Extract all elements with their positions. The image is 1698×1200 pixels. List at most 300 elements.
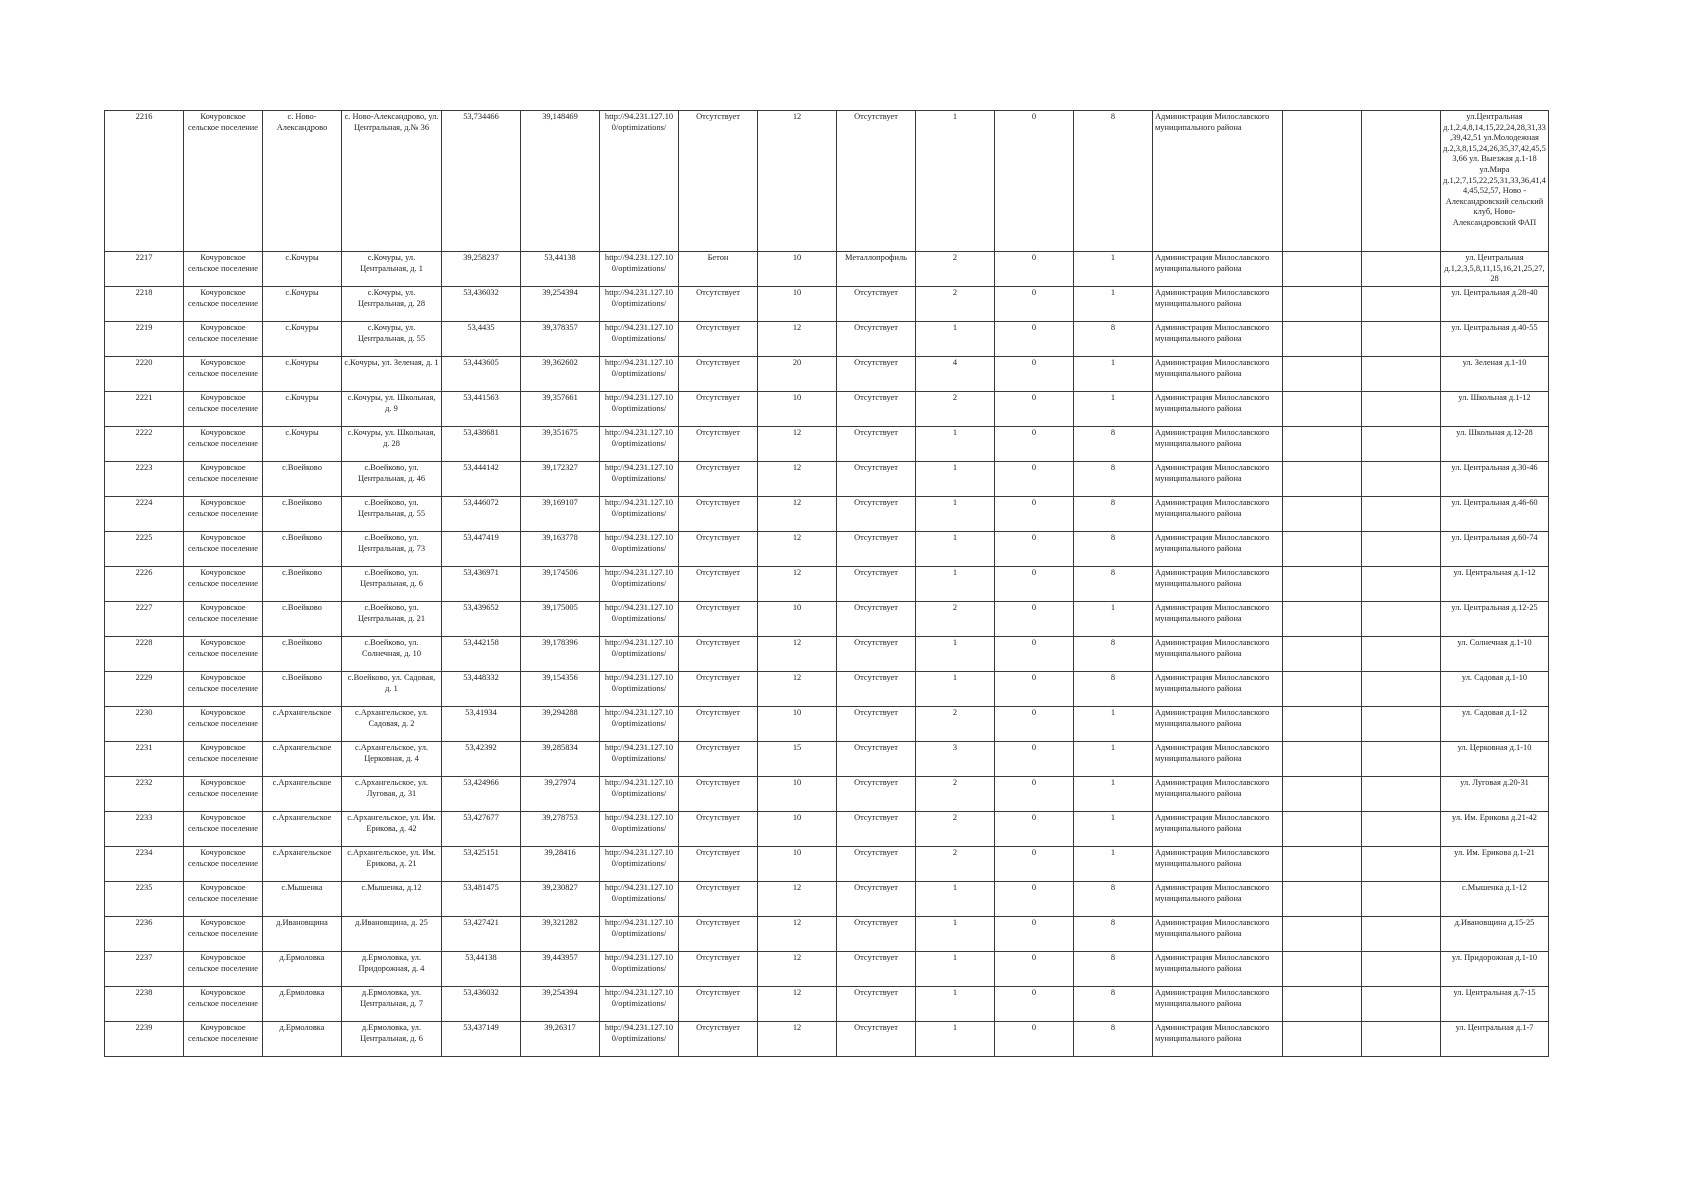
- table-cell: ул. Центральная д.1-7: [1441, 1022, 1549, 1057]
- table-cell: 39,26317: [521, 1022, 600, 1057]
- table-cell: 53,442158: [442, 637, 521, 672]
- table-cell: Кочуровское сельское поселение: [184, 287, 263, 322]
- table-cell: 2: [916, 287, 995, 322]
- table-cell: Администрация Милославского муниципального района: [1153, 777, 1283, 812]
- table-cell: 2227: [105, 602, 184, 637]
- table-cell: Администрация Милославского муниципального района: [1153, 462, 1283, 497]
- table-cell: 1: [916, 952, 995, 987]
- table-cell: 12: [758, 987, 837, 1022]
- table-cell: Администрация Милославского муниципального района: [1153, 427, 1283, 462]
- table-cell: с.Мышенка, д.12: [342, 882, 442, 917]
- table-cell: 2: [916, 252, 995, 287]
- table-cell: http://94.231.127.10 0/optimizations/: [600, 602, 679, 637]
- table-cell: [1362, 952, 1441, 987]
- table-row: [105, 357, 1549, 392]
- table-body: [105, 111, 1549, 1057]
- table-cell: 39,148469: [521, 111, 600, 252]
- table-cell: 53,44138: [521, 252, 600, 287]
- table-cell: ул. Садовая д.1-10: [1441, 672, 1549, 707]
- table-cell: 39,175005: [521, 602, 600, 637]
- table-cell: http://94.231.127.10 0/optimizations/: [600, 287, 679, 322]
- table-row: [105, 602, 1549, 637]
- table-cell: с.Кочуры, ул. Центральная, д. 55: [342, 322, 442, 357]
- table-cell: с.Воейково: [263, 602, 342, 637]
- table-cell: [1362, 882, 1441, 917]
- table-row: [105, 1022, 1549, 1057]
- table-cell: 8: [1074, 987, 1153, 1022]
- table-cell: Бетон: [679, 252, 758, 287]
- table-cell: 0: [995, 672, 1074, 707]
- table-cell: [1362, 917, 1441, 952]
- table-cell: Администрация Милославского муниципального района: [1153, 111, 1283, 252]
- table-cell: http://94.231.127.10 0/optimizations/: [600, 252, 679, 287]
- table-cell: http://94.231.127.10 0/optimizations/: [600, 392, 679, 427]
- table-cell: 0: [995, 252, 1074, 287]
- table-cell: [1283, 497, 1362, 532]
- table-cell: Кочуровское сельское поселение: [184, 427, 263, 462]
- table-cell: 2: [916, 707, 995, 742]
- table-cell: Администрация Милославского муниципального района: [1153, 497, 1283, 532]
- table-cell: Отсутствует: [679, 637, 758, 672]
- table-cell: 12: [758, 427, 837, 462]
- table-cell: 8: [1074, 672, 1153, 707]
- table-row: [105, 462, 1549, 497]
- table-cell: Отсутствует: [679, 987, 758, 1022]
- registry-table: [104, 110, 1549, 1057]
- table-cell: Отсутствует: [837, 532, 916, 567]
- table-cell: [1362, 567, 1441, 602]
- table-cell: Отсутствует: [679, 707, 758, 742]
- table-cell: 2234: [105, 847, 184, 882]
- table-cell: [1362, 252, 1441, 287]
- table-cell: Отсутствует: [837, 987, 916, 1022]
- table-cell: Отсутствует: [679, 602, 758, 637]
- table-cell: 0: [995, 707, 1074, 742]
- table-cell: http://94.231.127.10 0/optimizations/: [600, 427, 679, 462]
- table-cell: Кочуровское сельское поселение: [184, 357, 263, 392]
- table-cell: д.Ивановщина: [263, 917, 342, 952]
- table-cell: 0: [995, 322, 1074, 357]
- table-cell: ул. Центральная д.46-60: [1441, 497, 1549, 532]
- table-cell: Администрация Милославского муниципального района: [1153, 357, 1283, 392]
- table-cell: [1283, 392, 1362, 427]
- table-cell: 12: [758, 672, 837, 707]
- table-cell: 53,436032: [442, 287, 521, 322]
- table-cell: 8: [1074, 532, 1153, 567]
- table-cell: д.Ермоловка, ул. Центральная, д. 6: [342, 1022, 442, 1057]
- table-cell: ул. Центральная д.1-12: [1441, 567, 1549, 602]
- table-cell: 0: [995, 111, 1074, 252]
- table-cell: [1283, 777, 1362, 812]
- table-cell: [1362, 707, 1441, 742]
- table-cell: 1: [1074, 777, 1153, 812]
- table-cell: Отсутствует: [679, 1022, 758, 1057]
- table-cell: с.Воейково, ул. Центральная, д. 73: [342, 532, 442, 567]
- table-cell: 39,294288: [521, 707, 600, 742]
- table-cell: д.Ивановщина д.15-25: [1441, 917, 1549, 952]
- table-cell: 12: [758, 1022, 837, 1057]
- table-cell: 39,230827: [521, 882, 600, 917]
- table-cell: [1283, 812, 1362, 847]
- table-cell: 2228: [105, 637, 184, 672]
- table-cell: 53,443605: [442, 357, 521, 392]
- table-cell: 53,439652: [442, 602, 521, 637]
- table-cell: Кочуровское сельское поселение: [184, 987, 263, 1022]
- table-cell: Администрация Милославского муниципального района: [1153, 882, 1283, 917]
- table-cell: 53,42392: [442, 742, 521, 777]
- table-cell: [1283, 357, 1362, 392]
- table-row: [105, 427, 1549, 462]
- table-cell: http://94.231.127.10 0/optimizations/: [600, 637, 679, 672]
- table-cell: [1283, 742, 1362, 777]
- table-cell: Администрация Милославского муниципального района: [1153, 672, 1283, 707]
- table-cell: Отсутствует: [837, 357, 916, 392]
- table-row: [105, 567, 1549, 602]
- table-cell: [1283, 252, 1362, 287]
- table-cell: ул. Луговая д.20-31: [1441, 777, 1549, 812]
- table-cell: 0: [995, 357, 1074, 392]
- table-cell: 2: [916, 392, 995, 427]
- table-row: [105, 672, 1549, 707]
- table-cell: ул. Центральная д.12-25: [1441, 602, 1549, 637]
- table-cell: Администрация Милославского муниципального района: [1153, 567, 1283, 602]
- table-cell: Отсутствует: [679, 392, 758, 427]
- table-cell: [1283, 287, 1362, 322]
- table-cell: Отсутствует: [837, 392, 916, 427]
- table-row: [105, 532, 1549, 567]
- table-cell: [1362, 987, 1441, 1022]
- table-cell: [1362, 427, 1441, 462]
- table-cell: с.Кочуры: [263, 322, 342, 357]
- table-cell: 53,427421: [442, 917, 521, 952]
- table-row: [105, 987, 1549, 1022]
- table-cell: Администрация Милославского муниципального района: [1153, 1022, 1283, 1057]
- table-cell: с.Архангельское, ул. Им. Ерикова, д. 42: [342, 812, 442, 847]
- table-cell: с.Воейково, ул. Центральная, д. 55: [342, 497, 442, 532]
- table-cell: с.Воейково: [263, 637, 342, 672]
- table-cell: 2225: [105, 532, 184, 567]
- table-cell: http://94.231.127.10 0/optimizations/: [600, 847, 679, 882]
- table-cell: 1: [1074, 392, 1153, 427]
- table-cell: Отсутствует: [679, 532, 758, 567]
- table-cell: 8: [1074, 952, 1153, 987]
- table-cell: 2233: [105, 812, 184, 847]
- table-cell: 1: [916, 532, 995, 567]
- table-cell: ул. Центральная д.1,2,3,5,8,11,15,16,21,25,27,28: [1441, 252, 1549, 287]
- table-cell: 1: [1074, 252, 1153, 287]
- table-cell: 12: [758, 917, 837, 952]
- table-cell: 1: [916, 462, 995, 497]
- table-row: [105, 252, 1549, 287]
- table-cell: Отсутствует: [837, 497, 916, 532]
- table-cell: Кочуровское сельское поселение: [184, 111, 263, 252]
- table-cell: с.Воейково, ул. Солнечная, д. 10: [342, 637, 442, 672]
- table-cell: 8: [1074, 111, 1153, 252]
- table-cell: 12: [758, 497, 837, 532]
- table-cell: 12: [758, 637, 837, 672]
- table-cell: 0: [995, 567, 1074, 602]
- table-cell: ул.Центральная д.1,2,4,8,14,15,22,24,28,31,33,39,42,51 ул.Молодежная д.2,3,8,15,24,26,35,37,42,45,53,66 ул. Выезжая д.1-18 ул.Мира д.1,2,7,15,22,25,31,33,36,41,44,45,52,57, Ново - Александровский сельский клуб, Ново-Александровский ФАП: [1441, 111, 1549, 252]
- table-cell: 39,278753: [521, 812, 600, 847]
- table-cell: Администрация Милославского муниципального района: [1153, 637, 1283, 672]
- table-cell: 0: [995, 532, 1074, 567]
- table-cell: 53,444142: [442, 462, 521, 497]
- table-cell: 39,321282: [521, 917, 600, 952]
- table-cell: 0: [995, 602, 1074, 637]
- table-row: [105, 497, 1549, 532]
- table-cell: ул. Центральная д.40-55: [1441, 322, 1549, 357]
- table-row: [105, 287, 1549, 322]
- table-cell: 39,258237: [442, 252, 521, 287]
- table-cell: 1: [1074, 812, 1153, 847]
- table-cell: 39,178396: [521, 637, 600, 672]
- table-cell: Отсутствует: [679, 882, 758, 917]
- table-cell: с.Архангельское: [263, 707, 342, 742]
- table-cell: 2222: [105, 427, 184, 462]
- table-cell: с.Кочуры: [263, 427, 342, 462]
- table-cell: с.Кочуры, ул. Школьная, д. 9: [342, 392, 442, 427]
- table-cell: 53,437149: [442, 1022, 521, 1057]
- table-cell: Отсутствует: [679, 952, 758, 987]
- table-cell: д.Ермоловка, ул. Центральная, д. 7: [342, 987, 442, 1022]
- table-cell: [1283, 917, 1362, 952]
- table-cell: Кочуровское сельское поселение: [184, 952, 263, 987]
- table-row: [105, 111, 1549, 252]
- table-cell: 2223: [105, 462, 184, 497]
- table-cell: Кочуровское сельское поселение: [184, 707, 263, 742]
- table-cell: Отсутствует: [837, 777, 916, 812]
- table-cell: Кочуровское сельское поселение: [184, 637, 263, 672]
- table-cell: Отсутствует: [837, 1022, 916, 1057]
- table-cell: Отсутствует: [837, 812, 916, 847]
- table-cell: 2224: [105, 497, 184, 532]
- table-cell: Кочуровское сельское поселение: [184, 847, 263, 882]
- table-cell: Администрация Милославского муниципального района: [1153, 707, 1283, 742]
- table-cell: Кочуровское сельское поселение: [184, 672, 263, 707]
- table-cell: [1362, 497, 1441, 532]
- table-cell: 1: [916, 917, 995, 952]
- table-cell: ул. Зеленая д.1-10: [1441, 357, 1549, 392]
- table-cell: 1: [1074, 742, 1153, 777]
- table-cell: http://94.231.127.10 0/optimizations/: [600, 532, 679, 567]
- table-cell: 8: [1074, 637, 1153, 672]
- table-cell: Кочуровское сельское поселение: [184, 392, 263, 427]
- table-cell: http://94.231.127.10 0/optimizations/: [600, 952, 679, 987]
- table-cell: 53,438681: [442, 427, 521, 462]
- table-cell: 39,28416: [521, 847, 600, 882]
- table-cell: ул. Школьная д.12-28: [1441, 427, 1549, 462]
- table-cell: http://94.231.127.10 0/optimizations/: [600, 917, 679, 952]
- table-cell: 10: [758, 392, 837, 427]
- table-cell: 0: [995, 497, 1074, 532]
- table-cell: 2: [916, 847, 995, 882]
- table-cell: Кочуровское сельское поселение: [184, 532, 263, 567]
- table-cell: Кочуровское сельское поселение: [184, 812, 263, 847]
- table-cell: Администрация Милославского муниципального района: [1153, 742, 1283, 777]
- table-cell: [1362, 111, 1441, 252]
- table-cell: с.Архангельское, ул. Им. Ерикова, д. 21: [342, 847, 442, 882]
- table-cell: с.Кочуры: [263, 287, 342, 322]
- table-cell: 2219: [105, 322, 184, 357]
- table-cell: Отсутствует: [679, 567, 758, 602]
- table-cell: http://94.231.127.10 0/optimizations/: [600, 322, 679, 357]
- table-cell: д.Ермоловка: [263, 1022, 342, 1057]
- table-cell: Отсутствует: [837, 111, 916, 252]
- table-cell: 1: [1074, 847, 1153, 882]
- table-cell: с. Ново-Александрово: [263, 111, 342, 252]
- table-cell: Администрация Милославского муниципального района: [1153, 987, 1283, 1022]
- table-row: [105, 917, 1549, 952]
- table-cell: [1283, 637, 1362, 672]
- table-cell: 1: [1074, 287, 1153, 322]
- table-cell: 8: [1074, 567, 1153, 602]
- table-cell: 12: [758, 462, 837, 497]
- table-cell: 53,427677: [442, 812, 521, 847]
- table-cell: с.Архангельское: [263, 777, 342, 812]
- table-cell: Кочуровское сельское поселение: [184, 252, 263, 287]
- table-cell: ул. Им. Ерикова д.21-42: [1441, 812, 1549, 847]
- table-cell: 8: [1074, 1022, 1153, 1057]
- table-cell: http://94.231.127.10 0/optimizations/: [600, 1022, 679, 1057]
- table-cell: Металлопрофиль: [837, 252, 916, 287]
- table-row: [105, 742, 1549, 777]
- table-cell: [1362, 637, 1441, 672]
- table-cell: [1362, 322, 1441, 357]
- table-cell: [1283, 672, 1362, 707]
- table-cell: Отсутствует: [837, 952, 916, 987]
- table-cell: ул. Церковная д.1-10: [1441, 742, 1549, 777]
- table-cell: ул. Придорожная д.1-10: [1441, 952, 1549, 987]
- table-cell: Отсутствует: [837, 427, 916, 462]
- table-cell: 53,436032: [442, 987, 521, 1022]
- table-cell: Отсутствует: [837, 637, 916, 672]
- table-cell: ул. Им. Ерикова д.1-21: [1441, 847, 1549, 882]
- table-cell: Администрация Милославского муниципального района: [1153, 322, 1283, 357]
- table-cell: Кочуровское сельское поселение: [184, 742, 263, 777]
- table-cell: 12: [758, 882, 837, 917]
- table-row: [105, 952, 1549, 987]
- table-cell: д.Ивановщина, д. 25: [342, 917, 442, 952]
- table-cell: 10: [758, 777, 837, 812]
- table-cell: 1: [916, 637, 995, 672]
- table-cell: Отсутствует: [837, 917, 916, 952]
- table-cell: 3: [916, 742, 995, 777]
- table-cell: Кочуровское сельское поселение: [184, 917, 263, 952]
- table-cell: 12: [758, 952, 837, 987]
- table-cell: 2: [916, 777, 995, 812]
- table-cell: 0: [995, 427, 1074, 462]
- table-cell: Отсутствует: [837, 672, 916, 707]
- table-cell: 39,378357: [521, 322, 600, 357]
- table-cell: 53,481475: [442, 882, 521, 917]
- table-cell: 53,44138: [442, 952, 521, 987]
- table-cell: [1283, 882, 1362, 917]
- table-cell: [1362, 777, 1441, 812]
- table-cell: 53,448332: [442, 672, 521, 707]
- table-cell: 2: [916, 602, 995, 637]
- table-cell: Отсутствует: [679, 497, 758, 532]
- table-cell: Отсутствует: [679, 812, 758, 847]
- table-cell: с.Воейково: [263, 462, 342, 497]
- table-cell: Отсутствует: [679, 917, 758, 952]
- table-cell: с.Кочуры, ул. Школьная, д. 28: [342, 427, 442, 462]
- table-cell: [1283, 532, 1362, 567]
- table-cell: 39,254394: [521, 987, 600, 1022]
- table-cell: с.Кочуры: [263, 252, 342, 287]
- table-cell: Отсутствует: [837, 847, 916, 882]
- table-cell: Отсутствует: [679, 672, 758, 707]
- table-cell: ул. Школьная д.1-12: [1441, 392, 1549, 427]
- table-cell: 53,441563: [442, 392, 521, 427]
- table-cell: с.Воейково, ул. Садовая, д. 1: [342, 672, 442, 707]
- table-cell: 0: [995, 952, 1074, 987]
- table-cell: 39,174506: [521, 567, 600, 602]
- table-cell: Отсутствует: [679, 357, 758, 392]
- table-cell: Отсутствует: [679, 847, 758, 882]
- table-cell: 2238: [105, 987, 184, 1022]
- table-cell: с.Кочуры: [263, 392, 342, 427]
- table-cell: http://94.231.127.10 0/optimizations/: [600, 742, 679, 777]
- table-cell: 8: [1074, 882, 1153, 917]
- table-cell: Администрация Милославского муниципального района: [1153, 812, 1283, 847]
- table-cell: 1: [916, 567, 995, 602]
- table-cell: 1: [916, 1022, 995, 1057]
- table-cell: Администрация Милославского муниципального района: [1153, 392, 1283, 427]
- table-cell: 0: [995, 847, 1074, 882]
- table-cell: Отсутствует: [679, 322, 758, 357]
- table-cell: 0: [995, 637, 1074, 672]
- table-cell: Кочуровское сельское поселение: [184, 462, 263, 497]
- table-cell: [1362, 462, 1441, 497]
- table-cell: 1: [916, 672, 995, 707]
- table-cell: 4: [916, 357, 995, 392]
- table-cell: 12: [758, 567, 837, 602]
- table-cell: [1283, 111, 1362, 252]
- table-cell: Администрация Милославского муниципального района: [1153, 252, 1283, 287]
- table-cell: 10: [758, 252, 837, 287]
- table-cell: Кочуровское сельское поселение: [184, 882, 263, 917]
- table-cell: [1362, 602, 1441, 637]
- table-cell: [1362, 287, 1441, 322]
- table-cell: 0: [995, 1022, 1074, 1057]
- table-cell: 0: [995, 812, 1074, 847]
- table-cell: [1362, 847, 1441, 882]
- table-cell: с.Мышенка: [263, 882, 342, 917]
- table-cell: [1362, 357, 1441, 392]
- table-cell: [1283, 847, 1362, 882]
- table-cell: http://94.231.127.10 0/optimizations/: [600, 777, 679, 812]
- table-cell: 2232: [105, 777, 184, 812]
- table-cell: 53,436971: [442, 567, 521, 602]
- table-cell: Кочуровское сельское поселение: [184, 777, 263, 812]
- table-cell: Кочуровское сельское поселение: [184, 1022, 263, 1057]
- table-cell: с.Воейково: [263, 532, 342, 567]
- table-row: [105, 812, 1549, 847]
- table-cell: Отсутствует: [837, 322, 916, 357]
- table-cell: 39,351675: [521, 427, 600, 462]
- table-cell: 0: [995, 777, 1074, 812]
- table-cell: с.Архангельское, ул. Садовая, д. 2: [342, 707, 442, 742]
- table-cell: Кочуровское сельское поселение: [184, 602, 263, 637]
- table-cell: 39,163778: [521, 532, 600, 567]
- table-cell: Отсутствует: [837, 882, 916, 917]
- table-cell: 0: [995, 882, 1074, 917]
- table-row: [105, 392, 1549, 427]
- table-cell: 1: [916, 111, 995, 252]
- table-cell: 1: [1074, 707, 1153, 742]
- table-cell: [1283, 462, 1362, 497]
- table-cell: 53,446072: [442, 497, 521, 532]
